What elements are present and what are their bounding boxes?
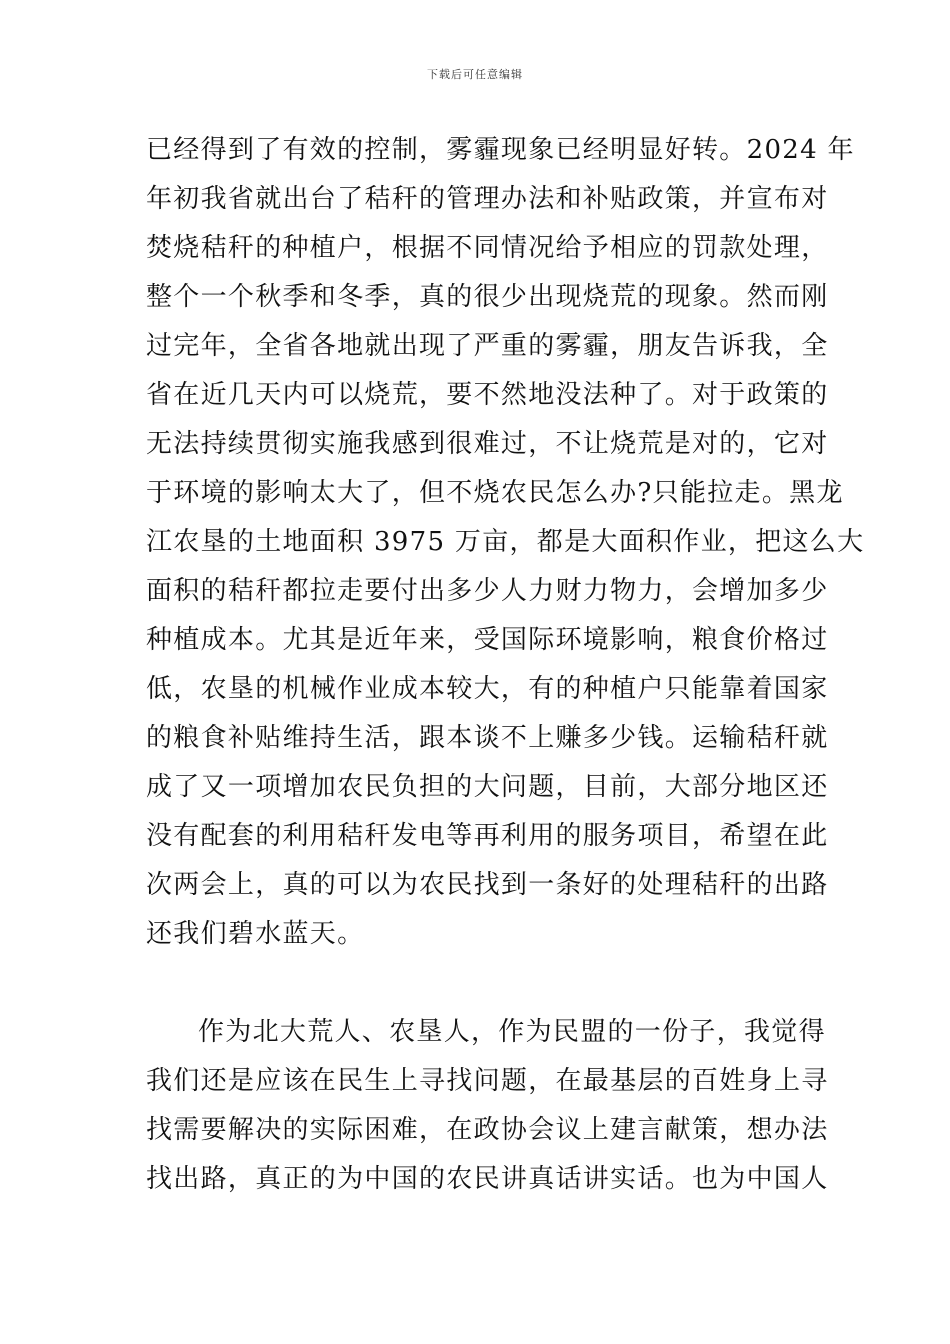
text-line: 省在近几天内可以烧荒，要不然地没法种了。对于政策的 — [146, 380, 829, 410]
text-line: 种植成本。尤其是近年来，受国际环境影响，粮食价格过 — [146, 625, 829, 655]
text-line: 的粮食补贴维持生活，跟本谈不上赚多少钱。运输秸秆就 — [146, 723, 829, 753]
text-line: 次两会上，真的可以为农民找到一条好的处理秸秆的出路 — [146, 870, 829, 900]
text-line-indented: 作为北大荒人、农垦人，作为民盟的一份子，我觉得 — [198, 1017, 826, 1047]
text-line: 面积的秸秆都拉走要付出多少人力财力物力，会增加多少 — [146, 576, 829, 606]
text-line: 还我们碧水蓝天。 — [146, 919, 365, 949]
text-line: 过完年，全省各地就出现了严重的雾霾，朋友告诉我，全 — [146, 331, 829, 361]
body-text — [146, 126, 865, 1204]
text-line: 我们还是应该在民生上寻找问题，在最基层的百姓身上寻 — [146, 1066, 829, 1096]
text-line: 找需要解决的实际困难，在政协会议上建言献策，想办法 — [146, 1115, 829, 1145]
paragraph-1 — [146, 126, 865, 959]
text-line: 低，农垦的机械作业成本较大，有的种植户只能靠着国家 — [146, 674, 829, 704]
paragraph-gap — [146, 959, 808, 1008]
text-line: 焚烧秸秆的种植户，根据不同情况给予相应的罚款处理， — [146, 233, 829, 263]
text-line: 江农垦的土地面积 3975 万亩，都是大面积作业，把这么大 — [146, 527, 865, 557]
text-line: 已经得到了有效的控制，雾霾现象已经明显好转。2024 年 — [146, 135, 855, 165]
text-line: 无法持续贯彻实施我感到很难过，不让烧荒是对的，它对 — [146, 429, 829, 459]
text-line: 没有配套的利用秸秆发电等再利用的服务项目，希望在此 — [146, 821, 829, 851]
paragraph-2 — [146, 1008, 829, 1204]
text-line: 成了又一项增加农民负担的大问题，目前，大部分地区还 — [146, 772, 829, 802]
text-line: 找出路，真正的为中国的农民讲真话讲实话。也为中国人 — [146, 1164, 829, 1194]
text-line: 整个一个秋季和冬季，真的很少出现烧荒的现象。然而刚 — [146, 282, 829, 312]
text-line: 于环境的影响太大了，但不烧农民怎么办?只能拉走。黑龙 — [146, 478, 844, 508]
text-line: 年初我省就出台了秸秆的管理办法和补贴政策，并宣布对 — [146, 184, 829, 214]
page-header: 下载后可任意编辑 — [427, 68, 523, 81]
